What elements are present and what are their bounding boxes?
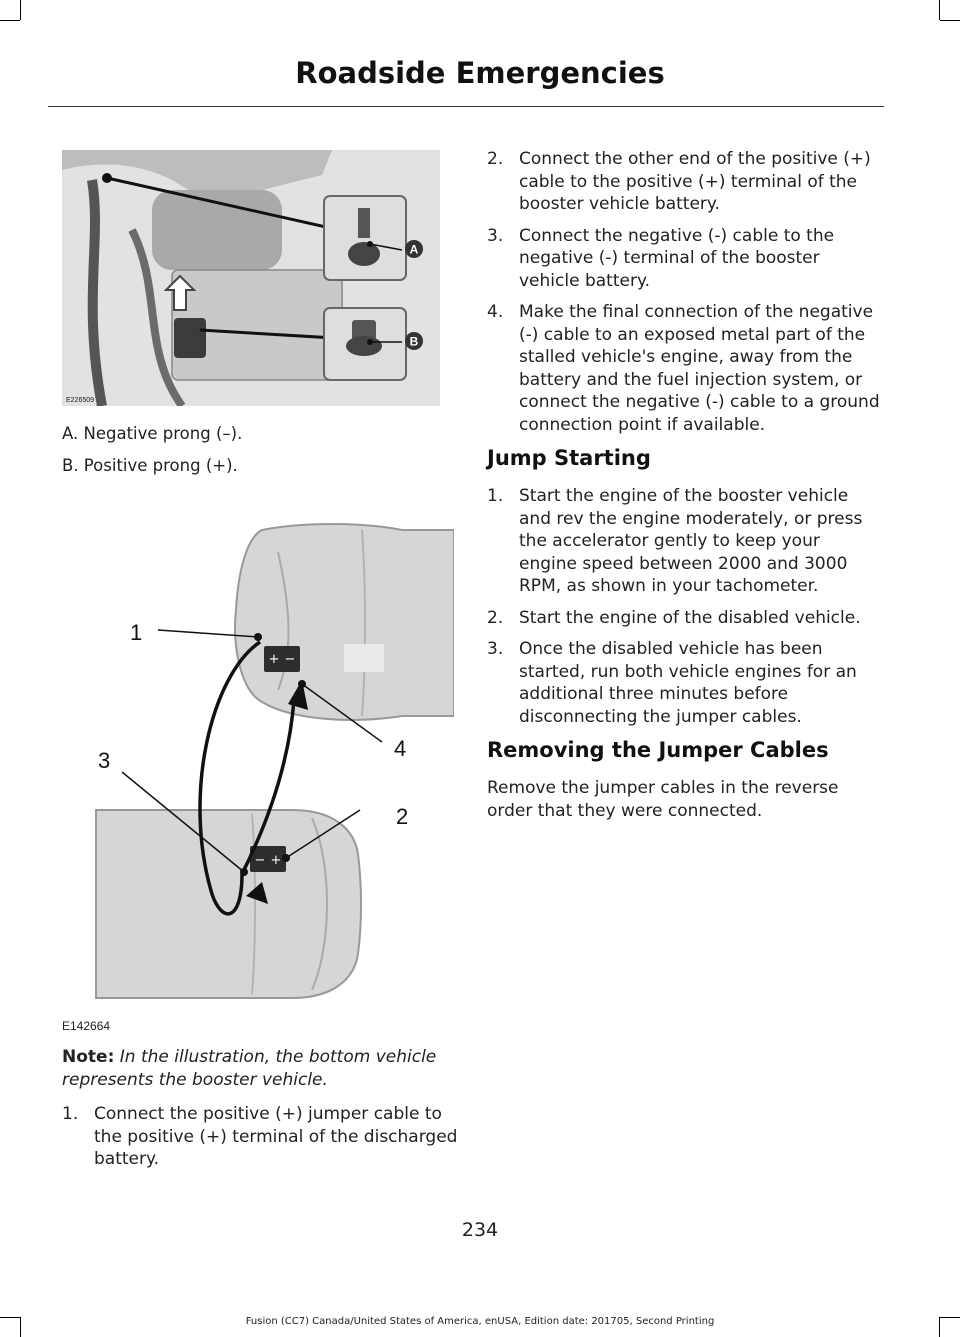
page-title: Roadside Emergencies: [295, 56, 665, 90]
svg-text:−: −: [284, 652, 296, 667]
figure-code: E142664: [62, 1019, 111, 1033]
jump-steps-list: [487, 485, 883, 728]
callout-4: 4: [394, 736, 407, 761]
crop-mark: [20, 0, 21, 20]
figure-code: E226509: [66, 397, 95, 404]
callout-1: 1: [130, 620, 143, 645]
remove-paragraph: Remove the jumper cables in the reverse order that they were connected.: [487, 778, 839, 821]
callout-2: 2: [396, 804, 409, 829]
step-number: 1.: [487, 486, 504, 506]
crop-mark: [0, 20, 20, 21]
list-item: [487, 638, 883, 728]
step-text: Start the engine of the booster vehicle and rev the engine moderately, or press the accelerator gently to keep your engine speed between 2000 and 3000 RPM, as shown in your tachometer.: [519, 486, 863, 596]
step-text: Connect the positive (+) jumper cable to the positive (+) terminal of the discharged battery.: [94, 1104, 458, 1169]
crop-mark: [940, 20, 960, 21]
callout-a-label: A: [409, 242, 419, 257]
step-text: Start the engine of the disabled vehicle.: [519, 607, 861, 628]
caption-b: B. Positive prong (+).: [62, 456, 238, 475]
step-text: Make the final connection of the negative (-) cable to an exposed metal part of the stalled vehicle's engine, away from the battery and the fuel injection system, or connect the negative (-) cable to a ground connection point if available.: [519, 302, 880, 435]
header-divider: [48, 106, 884, 107]
battery-terminals-figure: [62, 150, 440, 406]
list-item: [487, 607, 883, 630]
step-number: 2.: [487, 607, 504, 628]
note-text: In the illustration, the bottom vehicle represents the booster vehicle.: [62, 1047, 437, 1090]
svg-text:−: −: [254, 853, 266, 868]
step-text: Once the disabled vehicle has been started, run both vehicle engines for an additional three minutes before disconnecting the jumper cables.: [519, 639, 857, 727]
section-heading-jump-starting: Jump Starting: [487, 446, 651, 470]
list-item: [62, 1103, 458, 1171]
step-text: Connect the negative (-) cable to the negative (-) terminal of the booster vehicle battery.: [519, 225, 835, 291]
step-number: 2.: [487, 149, 504, 169]
step-number: 3.: [487, 639, 504, 659]
left-column: [62, 1046, 458, 1180]
right-column: [487, 148, 883, 822]
list-item: [487, 148, 883, 216]
note-paragraph: [62, 1046, 458, 1091]
step-number: 4.: [487, 302, 504, 322]
crop-mark: [939, 0, 940, 20]
list-item: [487, 225, 883, 293]
jump-start-diagram: [62, 494, 454, 1040]
note-label: Note:: [62, 1047, 115, 1067]
svg-text:+: +: [270, 853, 282, 868]
section-heading-removing-cables: Removing the Jumper Cables: [487, 738, 829, 762]
caption-a: A. Negative prong (–).: [62, 424, 243, 443]
callout-b-label: B: [409, 334, 419, 349]
footer-edition-info: Fusion (CC7) Canada/United States of America, enUSA, Edition date: 201705, Second Printing: [245, 1316, 715, 1327]
callout-3: 3: [98, 748, 111, 773]
step-number: 3.: [487, 225, 504, 246]
svg-text:+: +: [268, 652, 280, 667]
connect-steps-list: [62, 1103, 458, 1171]
connect-steps-list: [487, 148, 883, 436]
list-item: [487, 301, 883, 436]
step-number: 1.: [62, 1104, 79, 1124]
page-number: 234: [461, 1219, 499, 1241]
list-item: [487, 485, 883, 598]
step-text: Connect the other end of the positive (+) cable to the positive (+) terminal of the booster vehicle battery.: [519, 149, 871, 214]
